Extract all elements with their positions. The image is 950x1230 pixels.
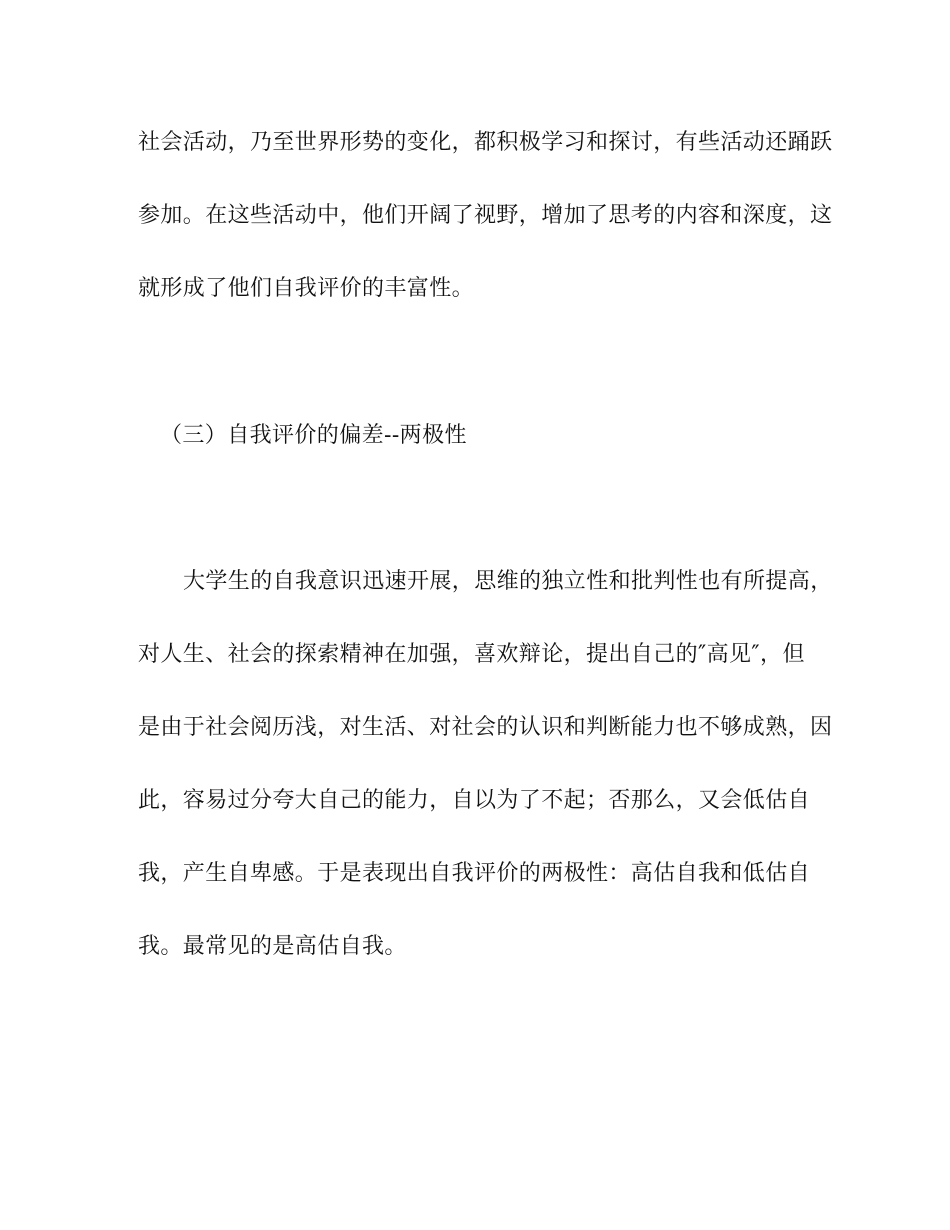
paragraph-line: 是由于社会阅历浅，对生活、对社会的认识和判断能力也不够成熟，因 xyxy=(138,715,833,740)
paragraph-line: 我，产生自卑感。于是表现出自我评价的两极性：高估自我和低估自 xyxy=(138,861,811,886)
paragraph-line: 此，容易过分夸大自己的能力，自以为了不起；否那么，又会低估自 xyxy=(138,788,811,813)
paragraph-line: 对人生、社会的探索精神在加强，喜欢辩论，提出自己的″高见″，但 xyxy=(138,642,805,667)
paragraph-line: 参加。在这些活动中，他们开阔了视野，增加了思考的内容和深度，这 xyxy=(138,203,833,228)
paragraph-line: 我。最常见的是高估自我。 xyxy=(138,934,407,959)
paragraph-line: 社会活动，乃至世界形势的变化，都积极学习和探讨，有些活动还踊跃 xyxy=(138,130,833,155)
paragraph-line: 就形成了他们自我评价的丰富性。 xyxy=(138,276,475,301)
paragraph-line: 大学生的自我意识迅速开展，思维的独立性和批判性也有所提高， xyxy=(183,569,833,594)
section-heading: （三）自我评价的偏差--两极性 xyxy=(160,423,467,448)
